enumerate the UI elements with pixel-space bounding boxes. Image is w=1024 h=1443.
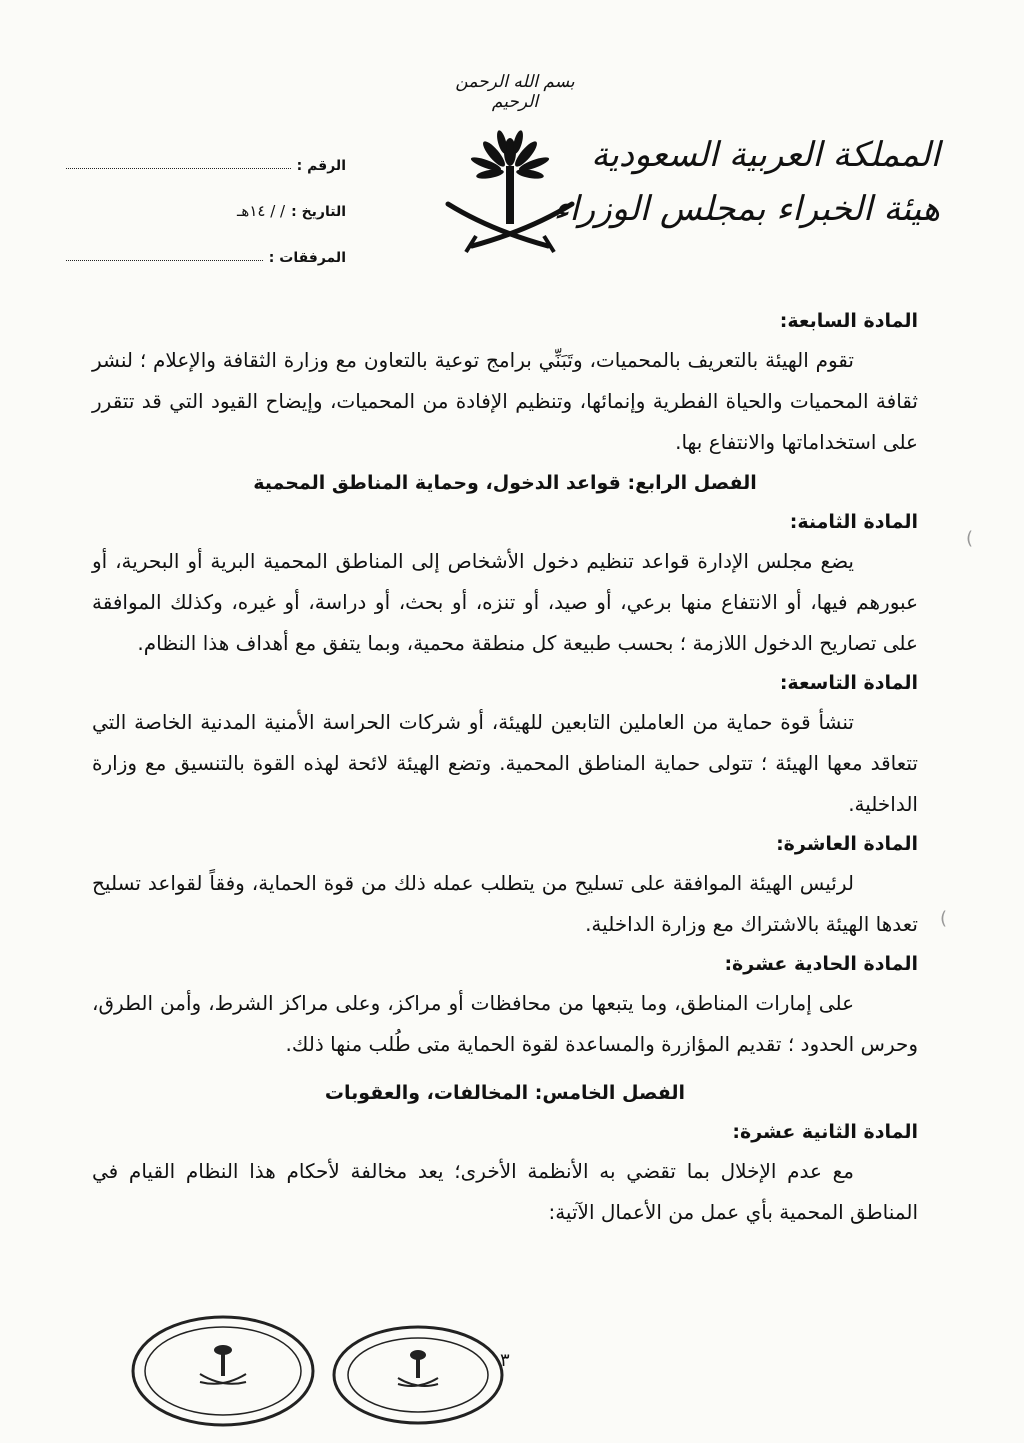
ref-label: الرقم : — [296, 158, 346, 174]
article-9-text: تنشأ قوة حماية من العاملين التابعين للهيئة، أو شركات الحراسة الأمنية المدنية الخاصة التي تتعاقد معها الهيئة ؛ تتولى حماية المناطق المحمية. وتضع الهيئة لائحة لهذه القوة بالتنسيق مع وزارة الداخلية. — [92, 710, 918, 816]
article-10-text: لرئيس الهيئة الموافقة على تسليح من يتطلب عمله ذلك من قوة الحماية، وفقاً لقواعد تسليح تعدها الهيئة بالاشتراك مع وزارة الداخلية. — [92, 871, 918, 936]
attachments-row — [66, 220, 346, 266]
page-number: ٣ — [500, 1350, 510, 1371]
date-value: / / ١٤هـ — [237, 202, 286, 220]
authority-title: هيئة الخبراء بمجلس الوزراء — [553, 189, 940, 229]
secretariat-seal-stamp — [330, 1322, 506, 1428]
article-11-title: المادة الحادية عشرة: — [724, 953, 918, 975]
article-10-title: المادة العاشرة: — [776, 833, 918, 855]
article-7-title: المادة السابعة: — [779, 310, 918, 332]
reference-block — [66, 128, 346, 266]
article-8-title: المادة الثامنة: — [789, 511, 918, 533]
article-8-text: يضع مجلس الإدارة قواعد تنظيم دخول الأشخاص إلى المناطق المحمية البرية أو البحرية، أو عبورهم فيها، أو الانتفاع منها برعي، أو صيد، أو تنزه، أو بحث، أو دراسة، أو غيره، وكذلك الموافقة على تصاريح الدخول اللازمة ؛ بحسب طبيعة كل منطقة محمية، وبما يتفق مع أهداف هذا النظام. — [92, 549, 918, 655]
date-row — [66, 174, 346, 220]
attachments-line — [66, 258, 263, 261]
article-12-text: مع عدم الإخلال بما تقضي به الأنظمة الأخرى؛ يعد مخالفة لأحكام هذا النظام القيام في المناطق المحمية بأي عمل من الأعمال الآتية: — [92, 1159, 918, 1224]
bismillah-heading: بسم الله الرحمن الرحيم — [455, 72, 575, 112]
date-label: التاريخ : — [291, 204, 346, 220]
ref-line — [66, 166, 291, 169]
chapter-5-title: الفصل الخامس: المخالفات، والعقوبات — [324, 1082, 686, 1104]
article-9-title: المادة التاسعة: — [779, 672, 918, 694]
document-body — [92, 302, 918, 1233]
authority-seal-stamp — [128, 1312, 318, 1430]
issuer-header — [553, 128, 940, 236]
reference-row — [66, 128, 346, 174]
article-11-text: على إمارات المناطق، وما يتبعها من محافظات أو مراكز، وعلى مراكز الشرط، وأمن الطرق، وحرس الحدود ؛ تقديم المؤازرة والمساعدة لقوة الحماية متى طُلب منها ذلك. — [92, 991, 918, 1056]
margin-mark: ( — [940, 908, 948, 929]
kingdom-title: المملكة العربية السعودية — [591, 135, 940, 175]
chapter-4-title: الفصل الرابع: قواعد الدخول، وحماية المناطق المحمية — [253, 472, 757, 494]
margin-mark: ( — [966, 528, 974, 549]
article-12-title: المادة الثانية عشرة: — [732, 1121, 918, 1143]
article-7-text: تقوم الهيئة بالتعريف بالمحميات، وتَبَنِّي برامج توعية بالتعاون مع وزارة الثقافة والإعلام ؛ لنشر ثقافة المحميات والحياة الفطرية وإنمائها، وتنظيم الإفادة من المحميات، وإيضاح القيود التي قد تتقرر على استخداماتها والانتفاع بها. — [92, 348, 918, 454]
attachments-label: المرفقات : — [268, 250, 346, 266]
